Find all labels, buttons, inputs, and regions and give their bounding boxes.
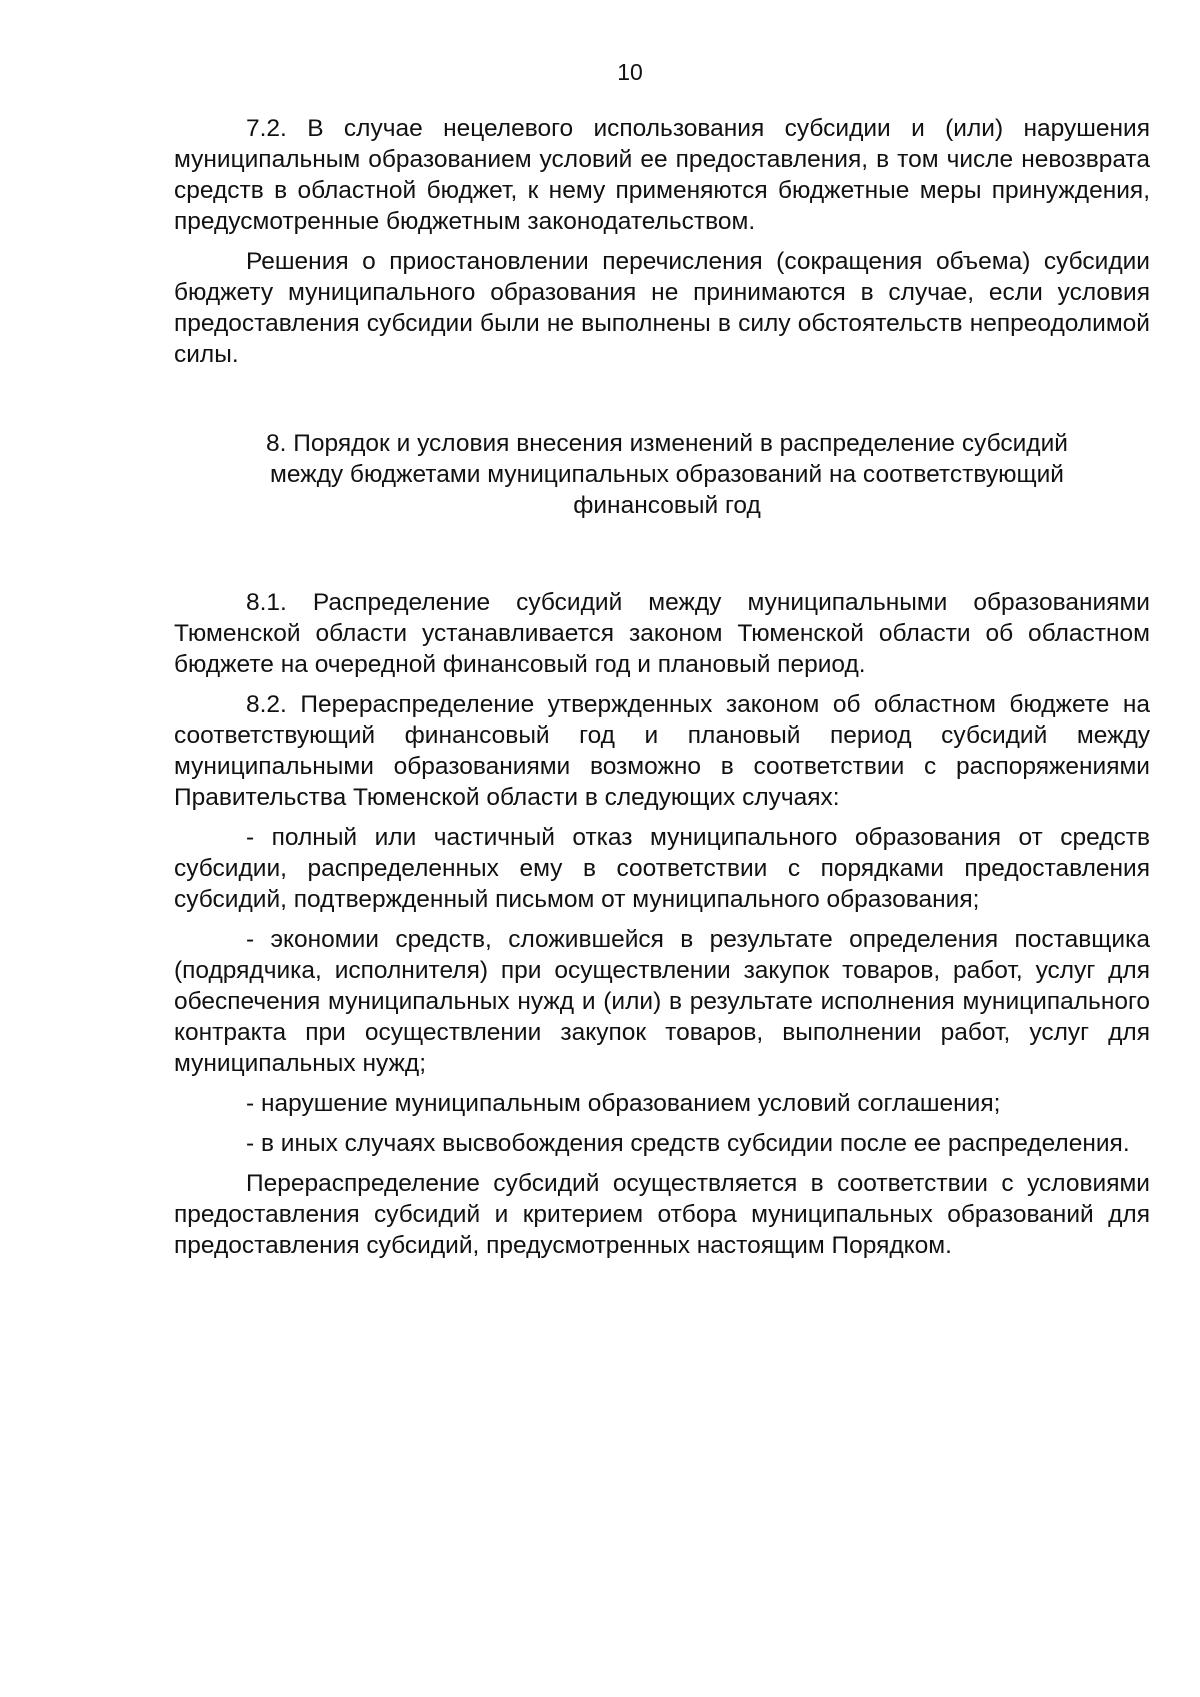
page-number: 10 [617, 59, 643, 85]
paragraph-8-2: 8.2. Перераспределение утвержденных законом об областном бюджете на соответствующий финансовый год и плановый период субсидий между муниципальными образованиями возможно в соответствии с распоряжениями Правительства Тюменской области в следующих случаях: [174, 691, 1150, 811]
list-item-savings: - экономии средств, сложившейся в результате определения поставщика (подрядчика, исполнителя) при осуществлении закупок товаров, работ, услуг для обеспечения муниципальных нужд и (или) в результате исполнения муниципального контракта при осуществлении закупок товаров, выполнении работ, услуг для муниципальных нужд; [174, 926, 1150, 1077]
list-item-refusal: - полный или частичный отказ муниципального образования от средств субсидии, распределенных ему в соответствии с порядками предоставления субсидий, подтвержденный письмом от муниципального образования; [174, 824, 1150, 913]
paragraph-7-2: 7.2. В случае нецелевого использования субсидии и (или) нарушения муниципальным образованием условий ее предоставления, в том числе невозврата средств в областной бюджет, к нему применяются бюджетные меры принуждения, предусмотренные бюджетным законодательством. [174, 115, 1150, 235]
document-body [174, 113, 1150, 1270]
paragraph-redistribution-conditions: Перераспределение субсидий осуществляется в соответствии с условиями предоставления субсидий и критерием отбора муниципальных образований для предоставления субсидий, предусмотренных настоящим Порядком. [174, 1170, 1150, 1259]
paragraph-8-1: 8.1. Распределение субсидий между муниципальными образованиями Тюменской области устанавливается законом Тюменской области об областном бюджете на очередной финансовый год и плановый период. [174, 589, 1150, 678]
paragraph-suspension-decisions: Решения о приостановлении перечисления (сокращения объема) субсидии бюджету муниципального образования не принимаются в случае, если условия предоставления субсидии были не выполнены в силу обстоятельств непреодолимой силы. [174, 248, 1150, 368]
list-item-other-cases: - в иных случаях высвобождения средств субсидии после ее распределения. [246, 1130, 1130, 1157]
section-heading: 8. Порядок и условия внесения изменений в распределение субсидий между бюджетами муниципальных образований на соответствующий финансовый год [266, 430, 1068, 519]
list-item-violation: - нарушение муниципальным образованием условий соглашения; [246, 1090, 1001, 1117]
